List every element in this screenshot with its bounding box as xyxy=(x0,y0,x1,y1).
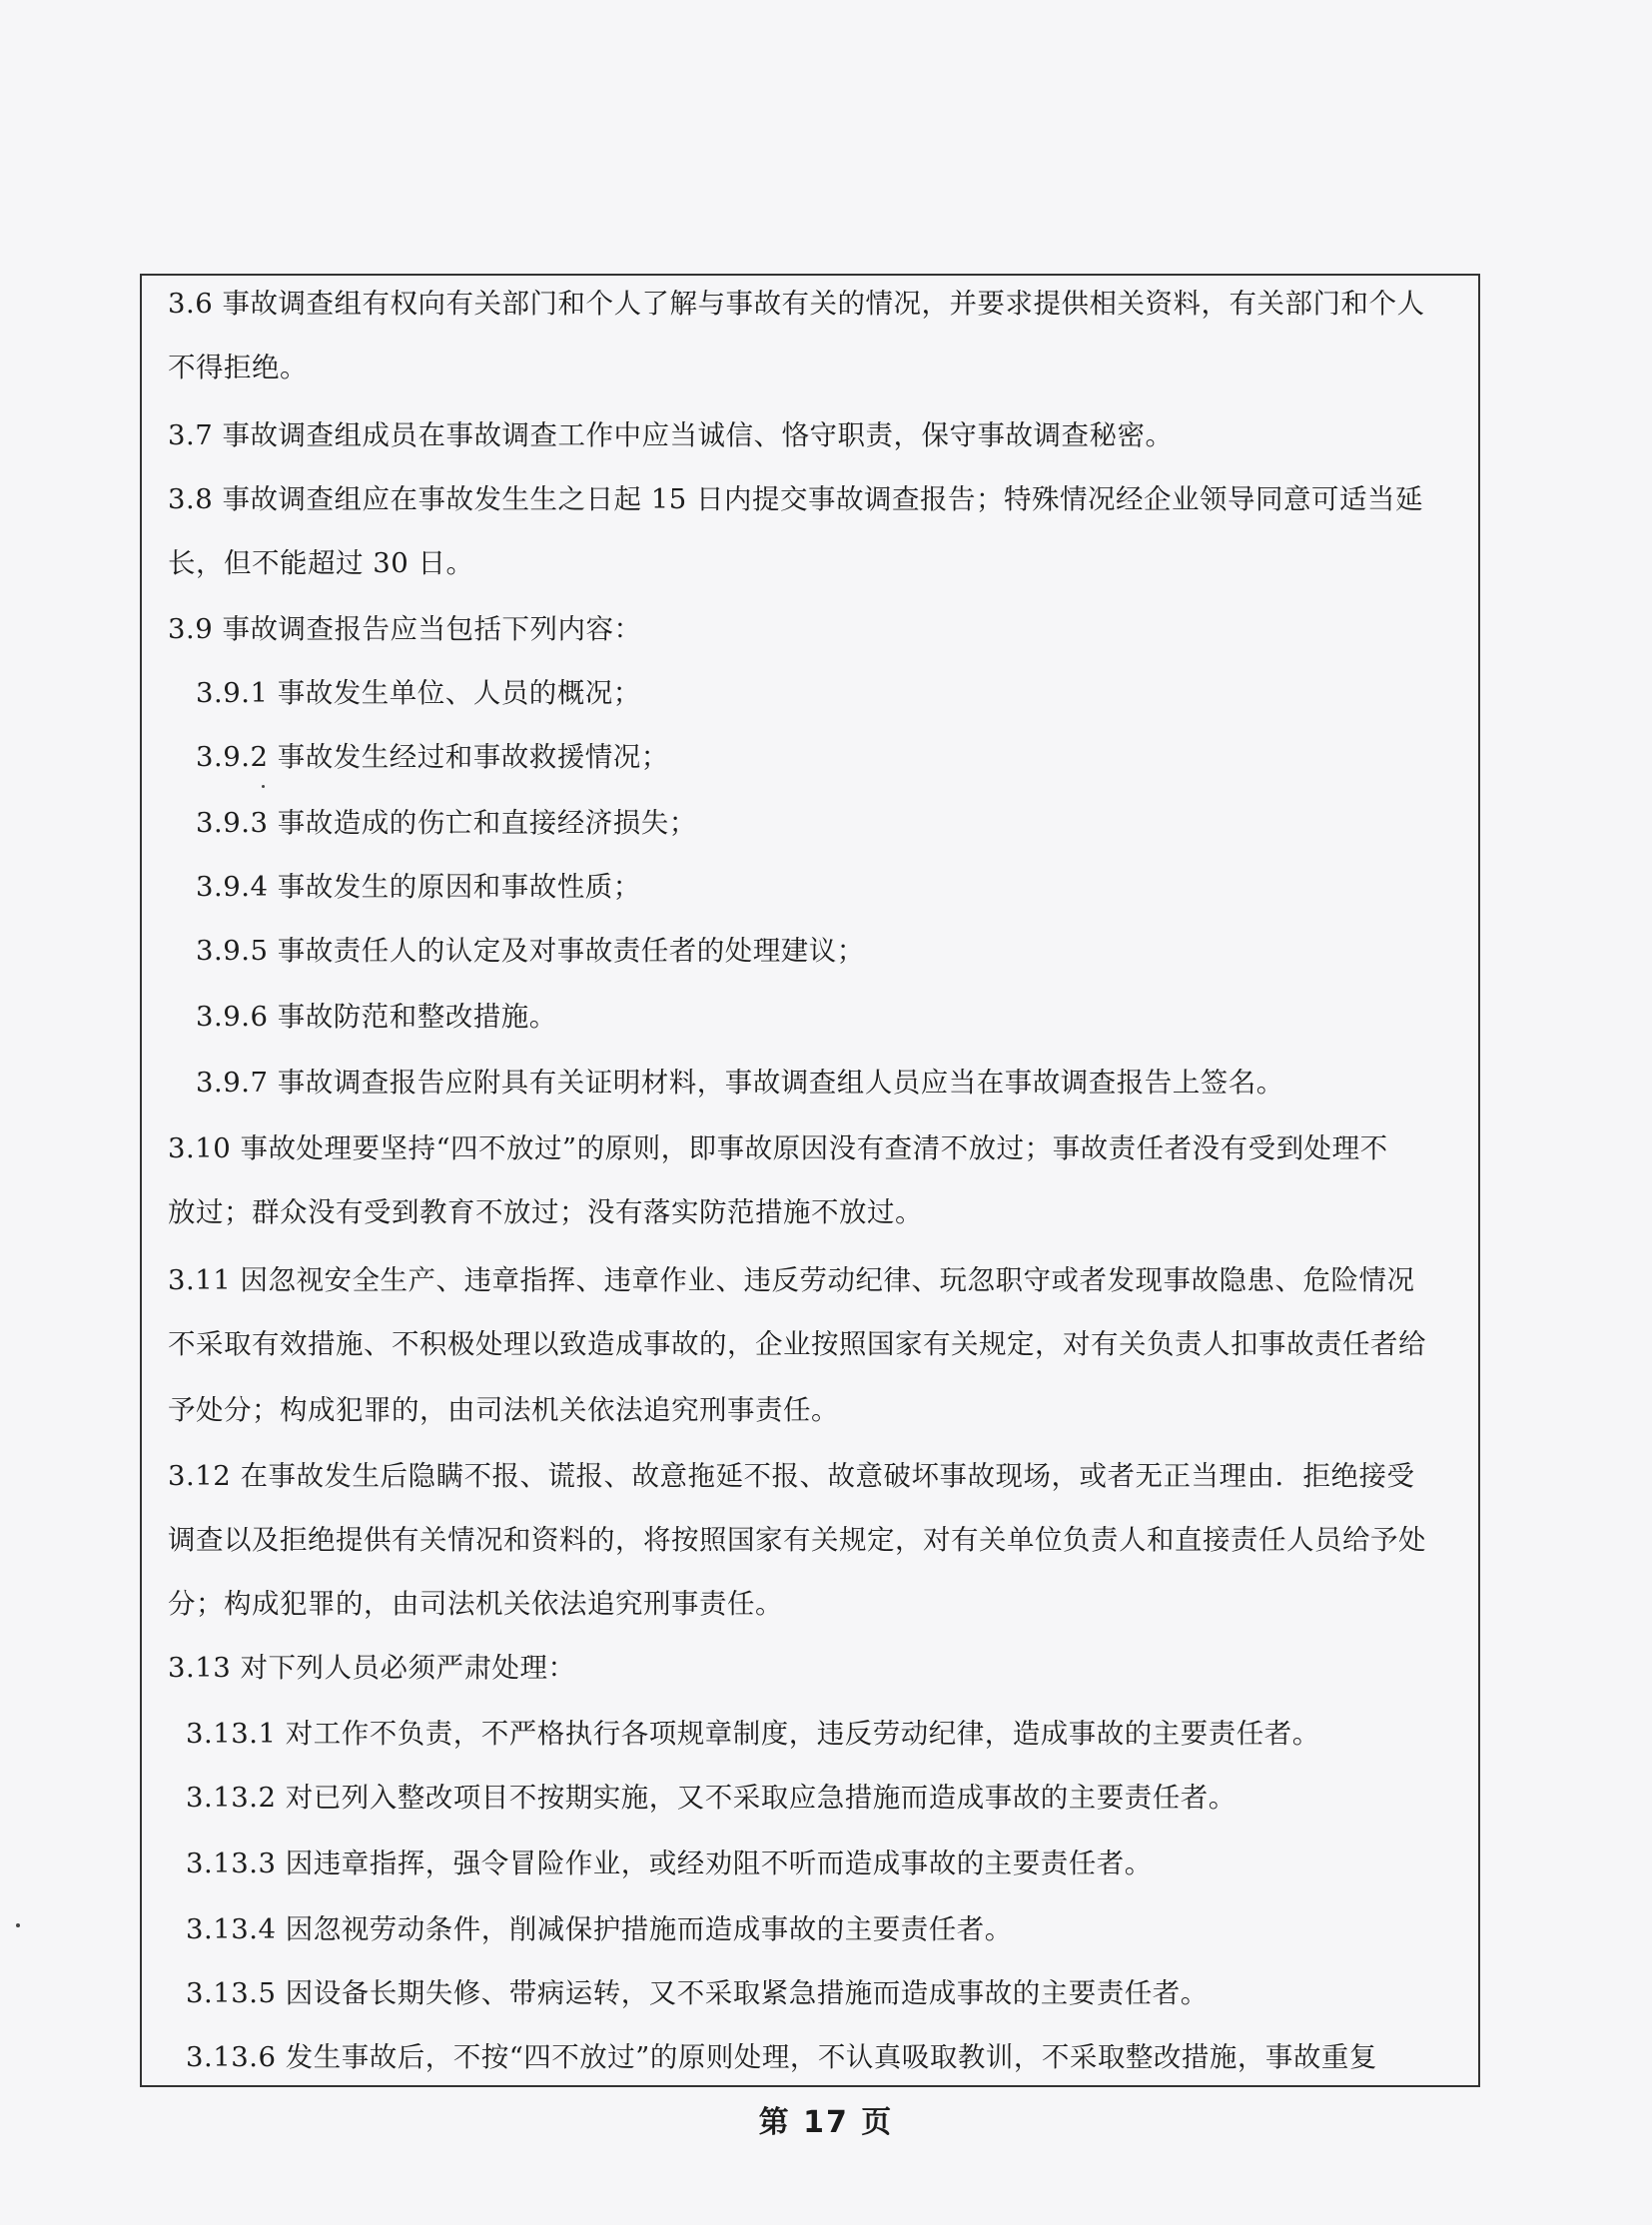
text-line: 不得拒绝。 xyxy=(168,352,308,383)
text-line: 3.9.7 事故调查报告应附具有关证明材料，事故调查组人员应当在事故调查报告上签名。 xyxy=(196,1067,1284,1099)
text-line: 3.13.6 发生事故后，不按“四不放过”的原则处理，不认真吸取教训，不采取整改措施，事故重复 xyxy=(186,2041,1377,2073)
text-line: 分；构成犯罪的，由司法机关依法追究刑事责任。 xyxy=(168,1588,783,1620)
text-line: 3.8 事故调查组应在事故发生生之日起 15 日内提交事故调查报告；特殊情况经企业领导同意可适当延 xyxy=(168,483,1423,515)
text-line: 3.13.1 对工作不负责，不严格执行各项规章制度，违反劳动纪律，造成事故的主要责任者。 xyxy=(186,1718,1320,1750)
text-line: 3.13.5 因设备长期失修、带病运转，又不采取紧急措施而造成事故的主要责任者。 xyxy=(186,1977,1209,2009)
text-line: 3.9.4 事故发生的原因和事故性质； xyxy=(196,871,641,903)
text-line: 3.9.5 事故责任人的认定及对事故责任者的处理建议； xyxy=(196,935,865,967)
scan-speck xyxy=(16,1923,20,1927)
text-line: 3.9 事故调查报告应当包括下列内容： xyxy=(168,613,642,645)
text-line: 3.13.2 对已列入整改项目不按期实施，又不采取应急措施而造成事故的主要责任者。 xyxy=(186,1782,1237,1814)
text-line: 3.13 对下列人员必须严肃处理： xyxy=(168,1652,576,1684)
text-line: 3.13.4 因忽视劳动条件，削减保护措施而造成事故的主要责任者。 xyxy=(186,1913,1013,1945)
scan-speck xyxy=(262,785,265,788)
text-line: 3.9.1 事故发生单位、人员的概况； xyxy=(196,677,641,709)
text-line: 长，但不能超过 30 日。 xyxy=(168,547,474,579)
text-line: 3.10 事故处理要坚持“四不放过”的原则，即事故原因没有查清不放过；事故责任者没有受到处理不 xyxy=(168,1132,1388,1164)
text-line: 3.6 事故调查组有权向有关部门和个人了解与事故有关的情况，并要求提供相关资料，有关部门和个人 xyxy=(168,288,1425,320)
text-line: 3.9.2 事故发生经过和事故救援情况； xyxy=(196,741,669,773)
text-line: 3.11 因忽视安全生产、违章指挥、违章作业、违反劳动纪律、玩忽职守或者发现事故隐患、危险情况 xyxy=(168,1264,1415,1296)
text-line: 放过；群众没有受到教育不放过；没有落实防范措施不放过。 xyxy=(168,1196,923,1228)
text-line: 3.9.3 事故造成的伤亡和直接经济损失； xyxy=(196,807,697,839)
text-line: 予处分；构成犯罪的，由司法机关依法追究刑事责任。 xyxy=(168,1394,839,1426)
text-line: 调查以及拒绝提供有关情况和资料的，将按照国家有关规定，对有关单位负责人和直接责任人员给予处 xyxy=(168,1524,1426,1556)
text-line: 3.13.3 因违章指挥，强令冒险作业，或经劝阻不听而造成事故的主要责任者。 xyxy=(186,1848,1153,1879)
text-line: 不采取有效措施、不积极处理以致造成事故的，企业按照国家有关规定，对有关负责人扣事故责任者给 xyxy=(168,1328,1426,1360)
text-line: 3.9.6 事故防范和整改措施。 xyxy=(196,1001,557,1033)
text-line: 3.12 在事故发生后隐瞒不报、谎报、故意拖延不报、故意破坏事故现场，或者无正当理由．拒绝接受 xyxy=(168,1460,1415,1492)
page-number: 第 17 页 xyxy=(758,2105,894,2140)
text-line: 3.7 事故调查组成员在事故调查工作中应当诚信、恪守职责，保守事故调查秘密。 xyxy=(168,419,1174,451)
